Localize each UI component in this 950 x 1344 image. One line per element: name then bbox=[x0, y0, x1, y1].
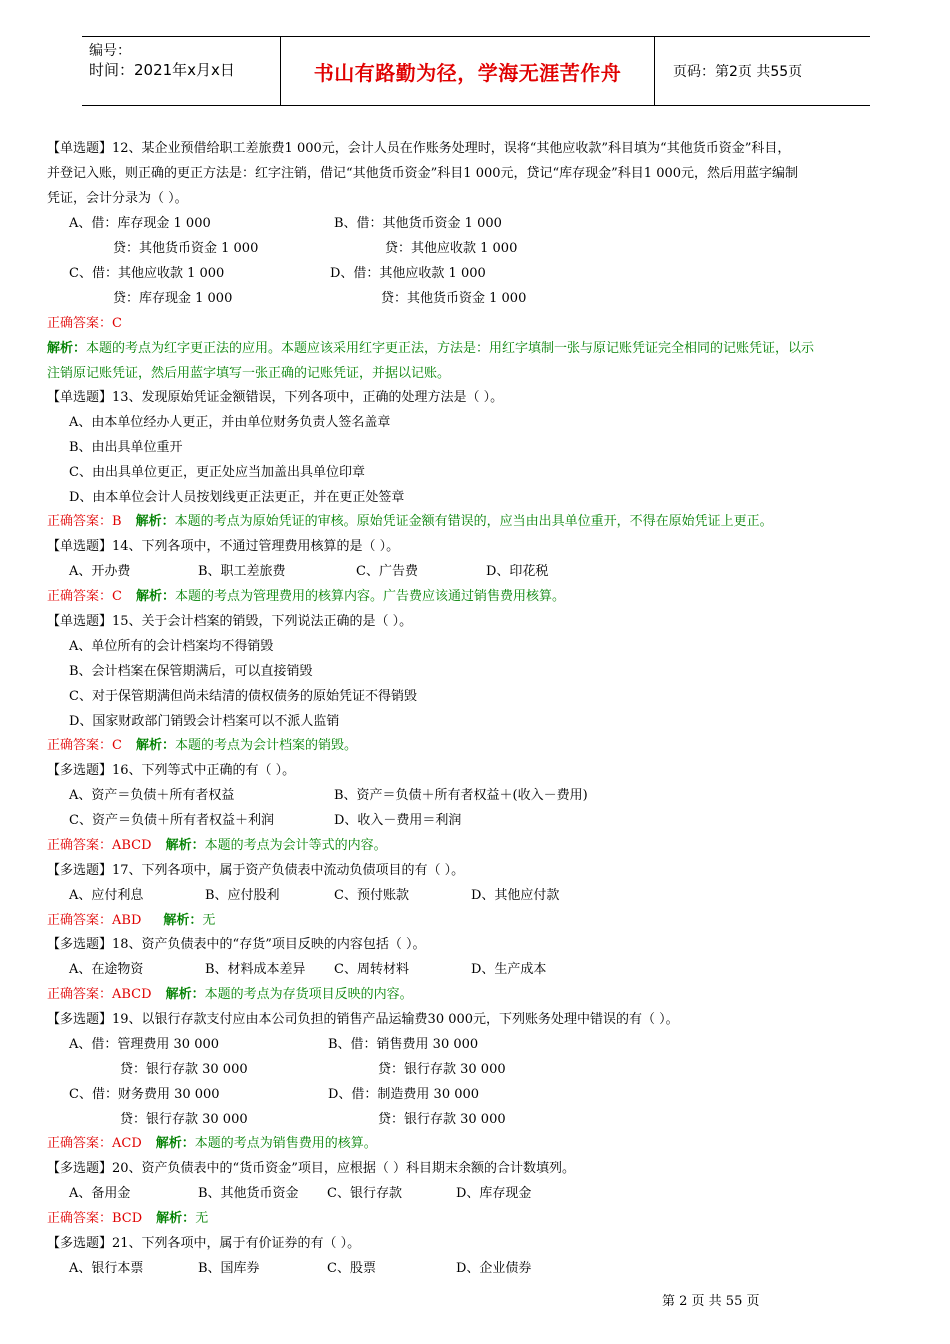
q18-analysis-text: 本题的考点为存货项目反映的内容。 bbox=[204, 987, 413, 1002]
q19-analysis bbox=[156, 1136, 377, 1151]
q14-answer-line bbox=[47, 587, 565, 607]
q13-option-d: D、由本单位会计人员按划线更正法更正，并在更正处签章 bbox=[69, 490, 405, 505]
q14-option-b: B、职工差旅费 bbox=[198, 564, 286, 579]
q17-analysis-label: 解析： bbox=[163, 913, 203, 928]
q19-analysis-text: 本题的考点为销售费用的核算。 bbox=[194, 1136, 377, 1151]
q12-option-d-line2: 贷：其他货币资金 1 000 bbox=[381, 291, 527, 306]
q18-answer: 正确答案：ABCD bbox=[47, 987, 152, 1002]
header-meta-cell bbox=[82, 37, 281, 105]
q13-option-c: C、由出具单位更正，更正处应当加盖出具单位印章 bbox=[69, 465, 365, 480]
q15-option-d: D、国家财政部门销毁会计档案可以不派人监销 bbox=[69, 714, 340, 729]
q19-answer-line bbox=[47, 1134, 377, 1154]
q16-analysis-label: 解析： bbox=[165, 838, 205, 853]
q15-option-a: A、单位所有的会计档案均不得销毁 bbox=[69, 639, 274, 654]
q18-option-d: D、生产成本 bbox=[471, 962, 547, 977]
q14-analysis bbox=[136, 589, 565, 604]
q12-analysis-line1 bbox=[47, 339, 814, 359]
q15-option-c: C、对于保管期满但尚未结清的债权债务的原始凭证不得销毁 bbox=[69, 689, 417, 704]
q19-option-c-line1: C、借：财务费用 30 000 bbox=[69, 1087, 220, 1102]
q18-answer-line bbox=[47, 985, 413, 1005]
q14-answer: 正确答案：C bbox=[47, 589, 122, 604]
q12-analysis-label: 解析： bbox=[47, 341, 87, 356]
q14-option-d: D、印花税 bbox=[486, 564, 549, 579]
q20-answer: 正确答案：BCD bbox=[47, 1211, 143, 1226]
q18-option-a: A、在途物资 bbox=[69, 962, 144, 977]
q21-option-c: C、股票 bbox=[327, 1261, 376, 1276]
q21-option-d: D、企业债券 bbox=[456, 1261, 532, 1276]
q13-answer: 正确答案：B bbox=[47, 514, 122, 529]
q19-option-b-line1: B、借：销售费用 30 000 bbox=[328, 1037, 479, 1052]
q16-option-a: A、资产＝负债＋所有者权益 bbox=[69, 788, 235, 803]
q13-analysis bbox=[136, 514, 773, 529]
q17-option-d: D、其他应付款 bbox=[471, 888, 560, 903]
q16-option-d: D、收入－费用＝利润 bbox=[334, 813, 462, 828]
header-date: 时间：2021年x月x日 bbox=[89, 61, 235, 79]
q21-option-a: A、银行本票 bbox=[69, 1261, 144, 1276]
q13-stem: 【单选题】13、发现原始凭证金额错误，下列各项中，正确的处理方法是（ ）。 bbox=[47, 390, 504, 405]
q19-answer: 正确答案：ACD bbox=[47, 1136, 142, 1151]
q15-answer: 正确答案：C bbox=[47, 738, 122, 753]
q13-answer-line bbox=[47, 512, 773, 532]
q19-option-b-line2: 贷：银行存款 30 000 bbox=[378, 1062, 506, 1077]
q20-answer-line bbox=[47, 1209, 208, 1229]
q18-option-b: B、材料成本差异 bbox=[205, 962, 306, 977]
q13-analysis-text: 本题的考点为原始凭证的审核。原始凭证金额有错误的，应当由出具单位重开，不得在原始凭证上更正。 bbox=[174, 514, 773, 529]
q18-stem: 【多选题】18、资产负债表中的“存货”项目反映的内容包括（ ）。 bbox=[47, 937, 426, 952]
q12-stem-line2: 并登记入账，则正确的更正方法是：红字注销，借记“其他货币资金”科目1 000元，贷记“库存现金”科目1 000元，然后用蓝字编制 bbox=[47, 166, 799, 181]
q19-option-c-line2: 贷：银行存款 30 000 bbox=[120, 1112, 248, 1127]
q17-option-a: A、应付利息 bbox=[69, 888, 144, 903]
q15-option-b: B、会计档案在保管期满后，可以直接销毁 bbox=[69, 664, 313, 679]
q17-answer-line bbox=[47, 911, 215, 931]
header-motto: 书山有路勤为径，学海无涯苦作舟 bbox=[313, 60, 622, 85]
q12-option-c-line2: 贷：库存现金 1 000 bbox=[113, 291, 233, 306]
page-header bbox=[82, 36, 870, 106]
q16-option-b: B、资产＝负债＋所有者权益＋(收入－费用) bbox=[334, 788, 588, 803]
q15-analysis-label: 解析： bbox=[135, 738, 175, 753]
q19-option-a-line1: A、借：管理费用 30 000 bbox=[69, 1037, 220, 1052]
q12-stem-line3: 凭证，会计分录为（ ）。 bbox=[47, 191, 188, 206]
q18-analysis-label: 解析： bbox=[165, 987, 205, 1002]
q17-analysis-text: 无 bbox=[202, 913, 216, 928]
q20-option-c: C、银行存款 bbox=[327, 1186, 402, 1201]
q14-stem: 【单选题】14、下列各项中，不通过管理费用核算的是（ ）。 bbox=[47, 539, 400, 554]
q17-option-c: C、预付账款 bbox=[334, 888, 409, 903]
q20-analysis bbox=[156, 1211, 208, 1226]
q20-analysis-text: 无 bbox=[195, 1211, 209, 1226]
page-footer: 第 2 页 共 55 页 bbox=[662, 1294, 760, 1309]
q15-stem: 【单选题】15、关于会计档案的销毁，下列说法正确的是（ ）。 bbox=[47, 614, 413, 629]
q16-answer: 正确答案：ABCD bbox=[47, 838, 152, 853]
q20-analysis-label: 解析： bbox=[156, 1211, 196, 1226]
q15-analysis-text: 本题的考点为会计档案的销毁。 bbox=[174, 738, 357, 753]
q12-option-a-line1: A、借：库存现金 1 000 bbox=[69, 216, 211, 231]
header-number-label: 编号： bbox=[89, 43, 131, 59]
q20-option-a: A、备用金 bbox=[69, 1186, 131, 1201]
q21-stem: 【多选题】21、下列各项中，属于有价证券的有（ ）。 bbox=[47, 1236, 361, 1251]
q15-answer-line bbox=[47, 736, 357, 756]
q21-option-b: B、国库券 bbox=[198, 1261, 260, 1276]
q12-analysis-line2: 注销原记账凭证，然后用蓝字填写一张正确的记账凭证，并据以记账。 bbox=[47, 366, 451, 381]
q13-option-b: B、由出具单位重开 bbox=[69, 440, 183, 455]
q16-stem: 【多选题】16、下列等式中正确的有（ ）。 bbox=[47, 763, 296, 778]
header-motto-cell bbox=[281, 37, 655, 105]
q17-answer: 正确答案：ABD bbox=[47, 913, 142, 928]
q19-option-a-line2: 贷：银行存款 30 000 bbox=[120, 1062, 248, 1077]
header-page-info: 页码：第2页 共55页 bbox=[673, 64, 803, 80]
q18-option-c: C、周转材料 bbox=[334, 962, 409, 977]
q12-option-a-line2: 贷：其他货币资金 1 000 bbox=[113, 241, 259, 256]
q12-analysis-text: 本题的考点为红字更正法的应用。本题应该采用红字更正法，方法是：用红字填制一张与原记账凭证完全相同的记账凭证，以示 bbox=[86, 341, 815, 356]
q20-stem: 【多选题】20、资产负债表中的“货币资金”项目，应根据（ ）科目期末余额的合计数填列。 bbox=[47, 1161, 575, 1176]
q16-analysis-text: 本题的考点为会计等式的内容。 bbox=[204, 838, 387, 853]
q14-option-a: A、开办费 bbox=[69, 564, 131, 579]
q12-stem-line1: 【单选题】12、某企业预借给职工差旅费1 000元，会计人员在作账务处理时，误将“其他应收款”科目填为“其他货币资金”科目， bbox=[47, 141, 791, 156]
q19-stem: 【多选题】19、以银行存款支付应由本公司负担的销售产品运输费30 000元，下列账务处理中错误的有（ ）。 bbox=[47, 1012, 679, 1027]
q20-option-d: D、库存现金 bbox=[456, 1186, 532, 1201]
q14-option-c: C、广告费 bbox=[356, 564, 418, 579]
q17-stem: 【多选题】17、下列各项中，属于资产负债表中流动负债项目的有（ ）。 bbox=[47, 863, 465, 878]
q12-answer: 正确答案：C bbox=[47, 316, 122, 331]
q12-option-b-line1: B、借：其他货币资金 1 000 bbox=[334, 216, 502, 231]
q15-analysis bbox=[136, 738, 357, 753]
q19-option-d-line1: D、借：制造费用 30 000 bbox=[328, 1087, 480, 1102]
q12-option-b-line2: 贷：其他应收款 1 000 bbox=[385, 241, 518, 256]
q20-option-b: B、其他货币资金 bbox=[198, 1186, 299, 1201]
q14-analysis-text: 本题的考点为管理费用的核算内容。广告费应该通过销售费用核算。 bbox=[174, 589, 565, 604]
q12-option-d-line1: D、借：其他应收款 1 000 bbox=[330, 266, 486, 281]
q16-analysis bbox=[166, 838, 387, 853]
q16-option-c: C、资产＝负债＋所有者权益＋利润 bbox=[69, 813, 274, 828]
q13-analysis-label: 解析： bbox=[135, 514, 175, 529]
q19-analysis-label: 解析： bbox=[155, 1136, 195, 1151]
q18-analysis bbox=[166, 987, 413, 1002]
q14-analysis-label: 解析： bbox=[135, 589, 175, 604]
q17-option-b: B、应付股利 bbox=[205, 888, 280, 903]
q13-option-a: A、由本单位经办人更正，并由单位财务负责人签名盖章 bbox=[69, 415, 391, 430]
q19-option-d-line2: 贷：银行存款 30 000 bbox=[378, 1112, 506, 1127]
q12-option-c-line1: C、借：其他应收款 1 000 bbox=[69, 266, 225, 281]
header-page-cell bbox=[663, 37, 870, 105]
q16-answer-line bbox=[47, 836, 387, 856]
q17-analysis bbox=[163, 913, 215, 928]
